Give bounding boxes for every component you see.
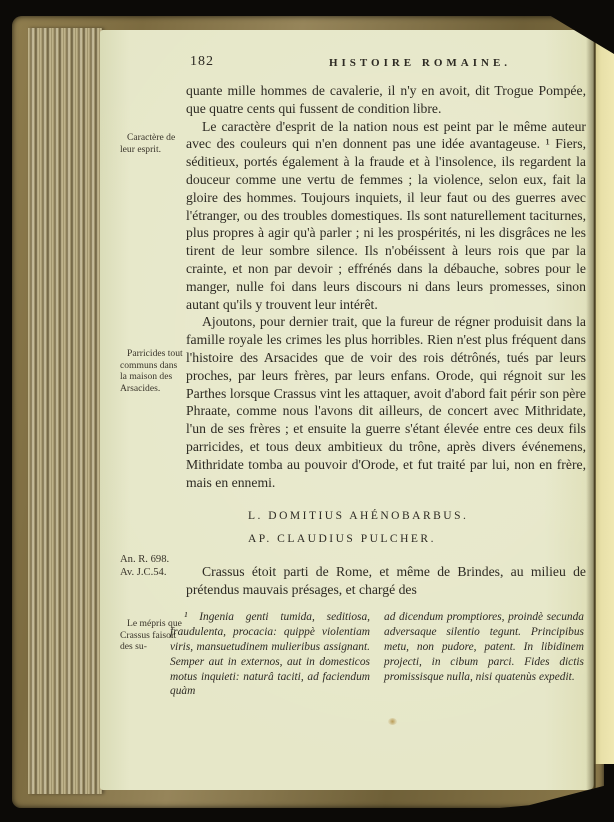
gutter-shadow bbox=[586, 30, 596, 790]
margin-note-year-bc: Av. J.C.54. bbox=[120, 567, 167, 578]
book-page bbox=[100, 30, 594, 790]
facing-page-sliver bbox=[594, 38, 614, 764]
consuls-heading bbox=[248, 505, 586, 551]
paragraph-parricides: Ajoutons, pour dernier trait, que la fureur de régner produisit dans la famille royale les crimes les plus horribles. Rien n'est plus fréquent dans l'histoire des Arsacides que de voir des rois détrônés, tués par leurs proches, par leurs frères, par leurs enfans. Orode, qui régnoit sur les Parthes lorsque Crassus vint les attaquer, avoit d'abord fait périr son père Phraate, comme nous l'avons dit ailleurs, de concert avec Mithridate, l'un de ses frères ; et ensuite la guerre s'étant élevée entre ces deux fils parricides, et tous deux ambitieux du trône, après divers événemens, Mithridate tomba au pouvoir d'Orode, et fut traité par lui, non en frère, mais en ennemi. bbox=[186, 314, 586, 490]
margin-note-caractere: Caractère de leur esprit. bbox=[120, 132, 176, 155]
footnote-column-right: ad dicendum promptiores, proindè secunda adversaque silentio tegunt. Principibus metu, non pudore, patent. In libidinem projecti, in cibum parci. Fides dictis promissisque nulla, nisi quatenùs expedit. bbox=[384, 610, 584, 683]
margin-note-date bbox=[120, 553, 184, 579]
paragraph-cavalry: quante mille hommes de cavalerie, il n'y en avoit, dit Trogue Pompée, que quatre cents qui fussent de condition libre. bbox=[186, 83, 586, 116]
consul-line-2: AP. CLAUDIUS PULCHER. bbox=[248, 533, 436, 546]
page-fore-edges bbox=[28, 28, 102, 794]
foxing-stain bbox=[388, 718, 397, 725]
margin-note-mepris: Le mépris que Crassus faisoit des su- bbox=[120, 618, 182, 653]
footnote bbox=[170, 610, 584, 699]
margin-note-year-roman: An. R. 698. bbox=[120, 554, 170, 565]
margin-note-parricides: Parricides tout communs dans la maison des Arsacides. bbox=[120, 348, 183, 394]
consul-line-1: L. DOMITIUS AHÉNOBARBUS. bbox=[248, 510, 469, 523]
running-title: HISTOIRE ROMAINE. bbox=[328, 57, 512, 69]
page-number: 182 bbox=[190, 54, 214, 69]
text-block bbox=[170, 82, 586, 699]
paragraph-crassus: Crassus étoit parti de Rome, et même de Brindes, au milieu de prétendus mauvais présages, et chargé des bbox=[186, 564, 586, 598]
footnote-column-left: ¹ Ingenia genti tumida, seditiosa, fraudulenta, procacia: quippè violentiam viris, mansuetudinem mulieribus assignant. Semper aut in externos, aut in domesticos motus inquieti: naturâ taciti, ad faciendum quàm bbox=[170, 610, 370, 698]
paragraph-caractere: Le caractère d'esprit de la nation nous est peint par le même auteur avec des couleurs qui n'en donnent pas une idée avantageuse. ¹ Fiers, séditieux, portés également à la fraude et à l'insolence, ils regardent la douceur comme une vertu de femmes ; la violence, selon eux, fait la gloire des hommes. Toujours inquiets, il leur faut ou des guerres avec l'étranger, ou des troubles domestiques. Ils sont naturellement taciturnes, plus propres à agir qu'à parler ; ni les prospérités, ni les disgrâces ne les tirent de leur sombre silence. Ils n'obéissent à leurs rois que par la crainte, et non par devoir ; effrénés dans la débauche, sobres pour le manger, nulle foi dans leurs discours ni dans leurs promesses, sinon autant qu'ils y trouvent leur intérêt. bbox=[186, 118, 586, 312]
